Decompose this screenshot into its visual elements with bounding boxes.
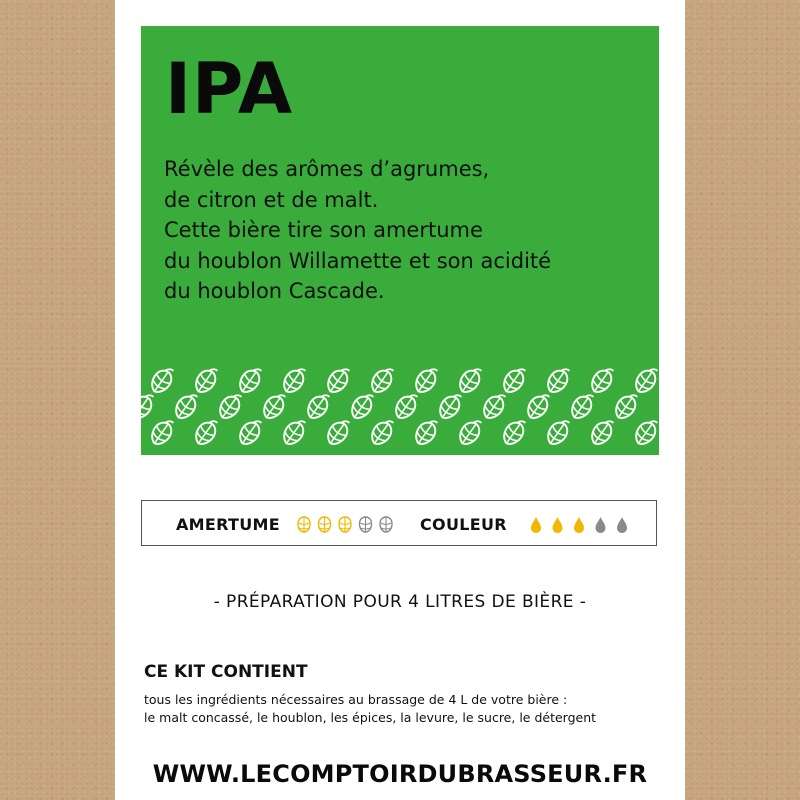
hop-cone-icon	[235, 416, 265, 446]
hop-cone-icon	[259, 390, 289, 423]
green-header-panel	[141, 26, 659, 455]
hop-cone-icon	[587, 416, 617, 446]
hop-pattern	[141, 366, 659, 446]
hop-cone-icon	[499, 366, 529, 396]
website-url[interactable]: WWW.LECOMPTOIRDUBRASSEUR.FR	[152, 760, 648, 788]
hop-cone-icon	[411, 366, 441, 396]
hop-cone-icon	[191, 416, 221, 446]
bitterness-rating	[296, 515, 396, 535]
bitterness-label: AMERTUME	[176, 515, 280, 534]
hop-cone-icon	[171, 390, 201, 423]
hop-cone-icon	[631, 366, 659, 396]
description-line: Cette bière tire son amertume	[164, 218, 483, 242]
hop-icon	[319, 517, 331, 532]
hop-cone-icon	[523, 390, 553, 423]
hop-cone-icon	[499, 416, 529, 446]
hop-icon	[298, 517, 310, 532]
kit-title: CE KIT CONTIENT	[144, 662, 308, 682]
beer-label	[115, 0, 685, 800]
hop-cone-icon	[141, 390, 157, 423]
hop-cone-icon	[543, 366, 573, 396]
kit-line: tous les ingrédients nécessaires au brassage de 4 L de votre bière :	[144, 692, 568, 707]
description-line: du houblon Cascade.	[164, 279, 385, 303]
hop-icon	[339, 517, 351, 532]
hop-cone-icon	[215, 390, 245, 423]
drop-icon	[574, 517, 584, 533]
hop-cone-icon	[147, 366, 177, 396]
beer-title: IPA	[165, 48, 294, 130]
hop-cone-icon	[347, 390, 377, 423]
hop-cone-icon	[323, 416, 353, 446]
hop-cone-icon	[303, 390, 333, 423]
hop-cone-icon	[587, 366, 617, 396]
hop-cone-icon	[655, 390, 659, 423]
kit-line: le malt concassé, le houblon, les épices, la levure, le sucre, le détergent	[144, 710, 597, 725]
description-line: de citron et de malt.	[164, 187, 379, 212]
hop-cone-icon	[323, 366, 353, 396]
description-line: Révèle des arômes d’agrumes,	[164, 157, 490, 181]
drop-icon	[531, 517, 541, 533]
hop-cone-icon	[191, 366, 221, 396]
hop-cone-icon	[611, 390, 641, 423]
drop-icon	[553, 517, 563, 533]
hop-cone-icon	[455, 366, 485, 396]
preparation-text: - PRÉPARATION POUR 4 LITRES DE BIÈRE -	[213, 592, 587, 612]
drop-icon	[596, 517, 606, 533]
kit-contents	[144, 691, 664, 727]
hop-cone-icon	[279, 416, 309, 446]
color-rating	[530, 515, 630, 535]
hop-cone-icon	[455, 416, 485, 446]
rating-box	[141, 500, 657, 546]
hop-icon	[360, 517, 372, 532]
hop-cone-icon	[279, 366, 309, 396]
beer-description	[164, 154, 654, 307]
hop-cone-icon	[367, 416, 397, 446]
hop-cone-icon	[567, 390, 597, 423]
hop-cone-icon	[411, 416, 441, 446]
hop-cone-icon	[391, 390, 421, 423]
hop-cone-icon	[631, 416, 659, 446]
hop-cone-icon	[147, 416, 177, 446]
hop-icon	[380, 517, 392, 532]
hop-cone-icon	[235, 366, 265, 396]
drop-icon	[617, 517, 627, 533]
hop-cone-icon	[367, 366, 397, 396]
hop-cone-icon	[435, 390, 465, 423]
hop-cone-icon	[543, 416, 573, 446]
hop-cone-icon	[479, 390, 509, 423]
color-label: COULEUR	[420, 515, 507, 534]
description-line: du houblon Willamette et son acidité	[164, 248, 552, 273]
